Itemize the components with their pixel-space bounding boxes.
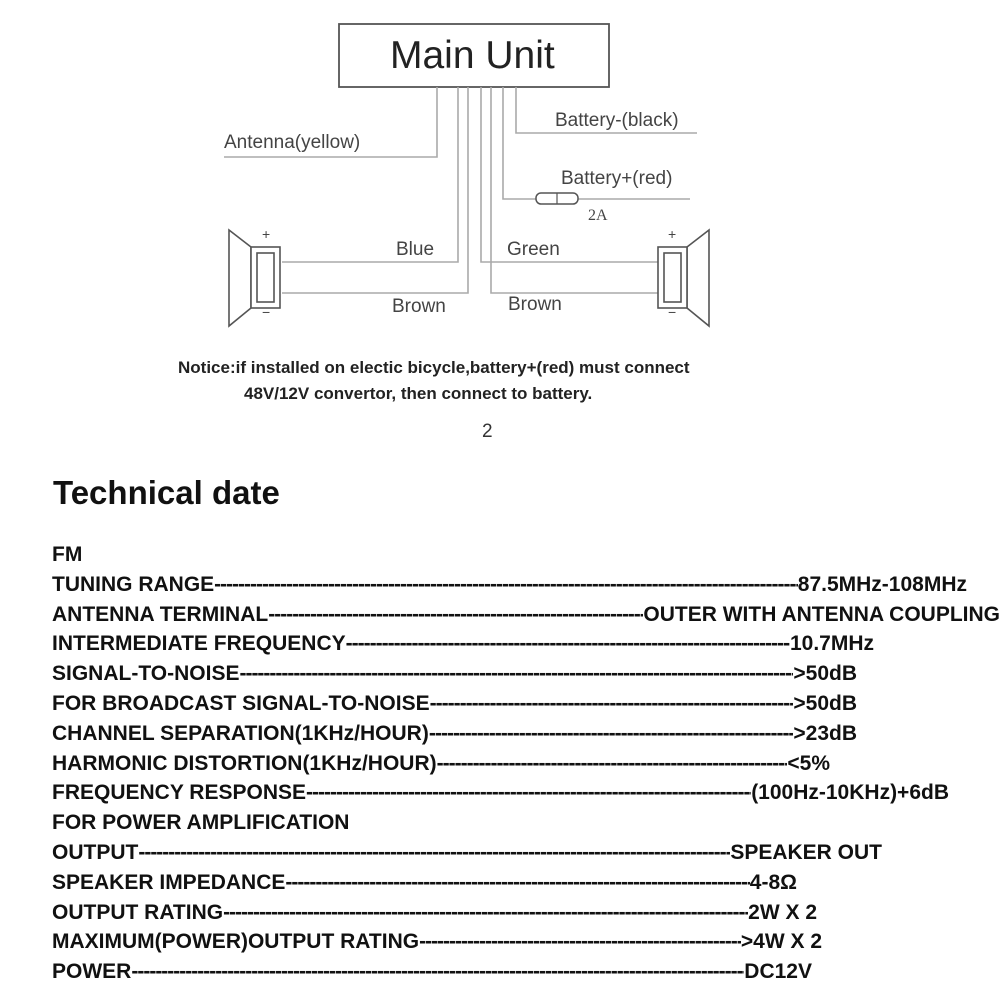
battery-positive-label: Battery+(red) — [561, 168, 673, 189]
spec-value: (100Hz-10KHz)+6dB — [751, 781, 949, 805]
left-speaker-minus: − — [262, 304, 271, 320]
spec-row — [52, 957, 812, 987]
notice-line-1: Notice:if installed on electic bicycle,battery+(red) must connect — [178, 358, 690, 377]
spec-label: CHANNEL SEPARATION(1KHz/HOUR) — [52, 721, 429, 745]
fm-heading: FM — [52, 543, 83, 566]
spec-value: 10.7MHz — [789, 632, 874, 656]
spec-list — [52, 540, 1000, 987]
leader-dashes — [437, 749, 788, 779]
spec-row — [52, 778, 949, 808]
spec-row — [52, 898, 817, 928]
spec-row — [52, 749, 830, 779]
spec-row — [52, 600, 1000, 630]
right-speaker-minus: − — [668, 304, 677, 320]
leader-dashes — [285, 868, 749, 898]
spec-row — [52, 629, 874, 659]
spec-label: SIGNAL-TO-NOISE — [52, 662, 240, 686]
spec-row — [52, 570, 967, 600]
leader-dashes — [306, 778, 751, 808]
leader-dashes — [239, 659, 793, 689]
right-speaker-plus: + — [668, 226, 677, 242]
spec-label: OUTPUT — [52, 840, 139, 864]
spec-label: MAXIMUM(POWER)OUTPUT RATING — [52, 930, 420, 954]
spec-value: 4-8Ω — [749, 870, 797, 894]
fuse — [536, 193, 578, 204]
spec-value: OUTER WITH ANTENNA COUPLING — [643, 602, 1000, 626]
antenna-label: Antenna(yellow) — [224, 132, 361, 153]
spec-label: POWER — [52, 960, 132, 984]
spec-row — [52, 719, 857, 749]
notice-line-2: 48V/12V convertor, then connect to battery. — [244, 384, 593, 403]
spec-value: >50dB — [793, 691, 857, 715]
spec-label: SPEAKER IMPEDANCE — [52, 870, 286, 894]
spec-row — [52, 838, 882, 868]
spec-label: INTERMEDIATE FREQUENCY — [52, 632, 346, 656]
page-number: 2 — [482, 421, 493, 442]
spec-row — [52, 868, 797, 898]
leader-dashes — [214, 570, 798, 600]
wire-blue-label: Blue — [396, 239, 435, 260]
spec-value: SPEAKER OUT — [730, 840, 882, 864]
leader-dashes — [430, 689, 794, 719]
main-unit-label: Main Unit — [390, 34, 555, 77]
spec-row — [52, 659, 857, 689]
leader-dashes — [268, 600, 643, 630]
leader-dashes — [138, 838, 730, 868]
leader-dashes — [429, 719, 794, 749]
leader-dashes — [346, 629, 790, 659]
amp-heading: FOR POWER AMPLIFICATION — [52, 811, 350, 835]
spec-value: 2W X 2 — [748, 900, 817, 924]
wire-green-label: Green — [507, 239, 560, 260]
spec-label: ANTENNA TERMINAL — [52, 602, 269, 626]
spec-label: OUTPUT RATING — [52, 900, 224, 924]
fm-rows — [52, 570, 1000, 808]
left-speaker-plus: + — [262, 226, 271, 242]
spec-row — [52, 927, 822, 957]
spec-value: >4W X 2 — [740, 930, 822, 954]
spec-label: HARMONIC DISTORTION(1KHz/HOUR) — [52, 751, 437, 775]
wire-brown-right-label: Brown — [508, 294, 562, 315]
leader-dashes — [223, 898, 748, 928]
spec-label: FREQUENCY RESPONSE — [52, 781, 306, 805]
spec-label: TUNING RANGE — [52, 572, 215, 596]
spec-value: DC12V — [744, 960, 812, 984]
wire-brown-left-label: Brown — [392, 296, 446, 317]
leader-dashes — [131, 957, 744, 987]
spec-value: 87.5MHz-108MHz — [797, 572, 967, 596]
installation-notice — [178, 355, 878, 407]
fuse-rating-label: 2A — [588, 207, 608, 224]
spec-label: FOR BROADCAST SIGNAL-TO-NOISE — [52, 691, 430, 715]
spec-value: >50dB — [793, 662, 857, 686]
battery-negative-label: Battery-(black) — [555, 110, 679, 131]
leader-dashes — [419, 927, 741, 957]
technical-title: Technical date — [53, 474, 280, 511]
spec-row — [52, 689, 857, 719]
spec-value: <5% — [787, 751, 830, 775]
spec-value: >23dB — [793, 721, 857, 745]
right-speaker-icon — [658, 230, 709, 326]
left-speaker-icon — [229, 230, 280, 326]
amp-rows — [52, 838, 1000, 987]
